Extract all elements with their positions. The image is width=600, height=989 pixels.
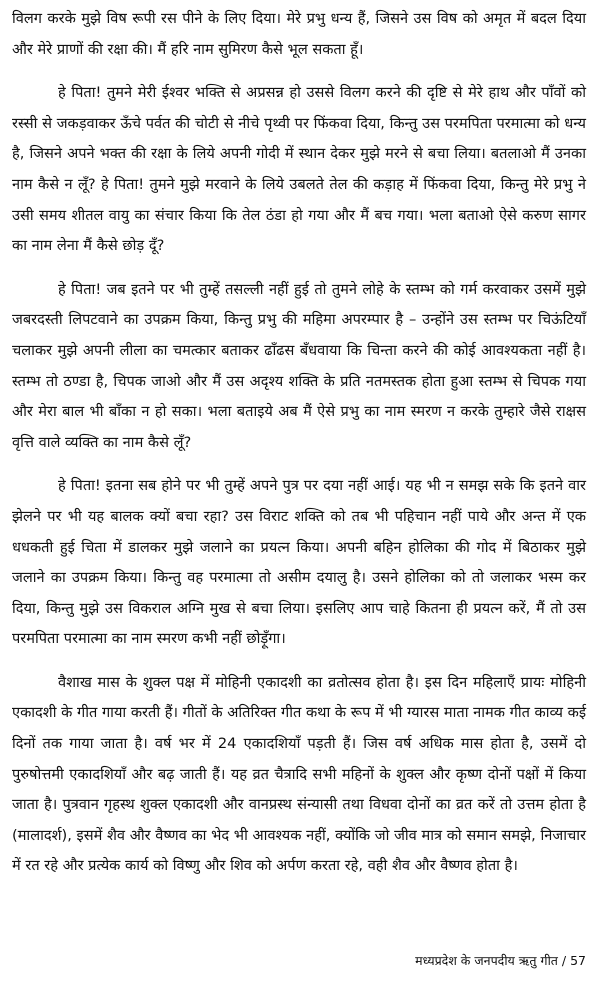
paragraph-holika: हे पिता! इतना सब होने पर भी तुम्हें अपने पुत्र पर दया नहीं आई। यह भी न समझ सके कि इतने वार झेलने पर भी यह बालक क्यों बचा रहा? उस विराट शक्ति को तब भी पहिचान नहीं पाये और अन्त में एक धधकती हुई चिता में डालकर मुझे जलाने का प्रयत्न किया। अपनी बहिन होलिका की गोद में बिठाकर मुझे जलाने का उपक्रम किया। किन्तु वह परमात्मा तो असीम दयालु है। उसने होलिका को तो जलाकर भस्म कर दिया, किन्तु मुझे उस विकराल अग्नि मुख से बचा लिया। इसलिए आप चाहे कितना ही प्रयत्न करें, मैं तो उस परमपिता परमात्मा का नाम स्मरण कभी नहीं छोड़ूँगा। [12, 477, 586, 648]
paragraph-iron-pillar: हे पिता! जब इतने पर भी तुम्हें तसल्ली नहीं हुई तो तुमने लोहे के स्तम्भ को गर्म करवाकर उसमें मुझे जबरदस्ती लिपटवाने का उपक्रम किया, किन्तु प्रभु की महिमा अपरम्पार है – उन्होंने उस स्तम्भ पर चिऊंटियाँ चलाकर मुझे अपनी लीला का चमत्कार बताकर ढाँढस बँधवाया कि चिन्ता करने की कोई आवश्यकता नहीं है। स्तम्भ तो ठण्डा है, चिपक जाओ और मैं उस अदृश्य शक्ति के प्रति नतमस्तक होता हुआ स्तम्भ से चिपक गया और मेरा बाल भी बाँका न हो सका। भला बताइये अब मैं ऐसे प्रभु का नाम स्मरण न करके तुम्हारे जैसे राक्षस वृत्ति वाले व्यक्ति का नाम कैसे लूँ? [12, 280, 586, 451]
page-footer: मध्यप्रदेश के जनपदीय ऋतु गीत / 57 [415, 953, 586, 968]
paragraph-mohini-ekadashi: वैशाख मास के शुक्ल पक्ष में मोहिनी एकादशी का व्रतोत्सव होता है। इस दिन महिलाएँ प्रायः मोहिनी एकादशी के गीत गाया करती हैं। गीतों के अतिरिक्त गीत कथा के रूप में भी ग्यारस माता नामक गीत काव्य कई दिनों तक गाया जाता है। वर्ष भर में 24 एकादशियाँ पड़ती हैं। जिस वर्ष अधिक मास होता है, उसमें दो पुरुषोत्तमी एकादशियाँ और बढ़ जाती हैं। यह व्रत चैत्रादि सभी महिनों के शुक्ल और कृष्ण दोनों पक्षों में किया जाता है। पुत्रवान गृहस्थ शुक्ल एकादशी और वानप्रस्थ संन्यासी तथा विधवा दोनों का व्रत करें तो उत्तम होता है (मालादर्श), इसमें शैव और वैष्णव का भेद भी आवश्यक नहीं, क्योंकि जो जीव मात्र को समान समझे, निजाचार में रत रहे और प्रत्येक कार्य को विष्णु और शिव को अर्पण करता रहे, वही शैव और वैष्णव होता है। [12, 673, 587, 875]
paragraph-gap [12, 458, 586, 471]
paragraph-continuation: विलग करके मुझे विष रूपी रस पीने के लिए दिया। मेरे प्रभु धन्य हैं, जिसने उस विष को अमृत में बदल दिया और मेरे प्राणों की रक्षा की। मैं हरि नाम सुमिरण कैसे भूल सकता हूँ। [12, 10, 586, 58]
paragraph-gap [12, 65, 586, 78]
paragraph-mountain-oil: हे पिता! तुमने मेरी ईश्वर भक्ति से अप्रसन्न हो उससे विलग करने की दृष्टि से मेरे हाथ और पाँवों को रस्सी से जकड़वाकर ऊँचे पर्वत की चोटी से नीचे पृथ्वी पर फिंकवा दिया, किन्तु उस परमपिता परमात्मा को धन्य है, जिसने अपने भक्त की रक्षा के लिये अपनी गोदी में स्थान देकर मुझे मरने से बचा लिया। बतलाओ मैं उनका नाम कैसे न लूँ? हे पिता! तुमने मुझे मरवाने के लिये उबलते तेल की कड़ाह में फिंकवा दिया, किन्तु मेरे प्रभु ने उसी समय शीतल वायु का संचार किया कि तेल ठंडा हो गया और मैं बच गया। भला बताओ ऐसे करुण सागर का नाम लेना मैं कैसे छोड़ दूँ? [12, 84, 586, 255]
paragraph-gap [12, 262, 586, 275]
paragraph-gap [12, 655, 586, 668]
